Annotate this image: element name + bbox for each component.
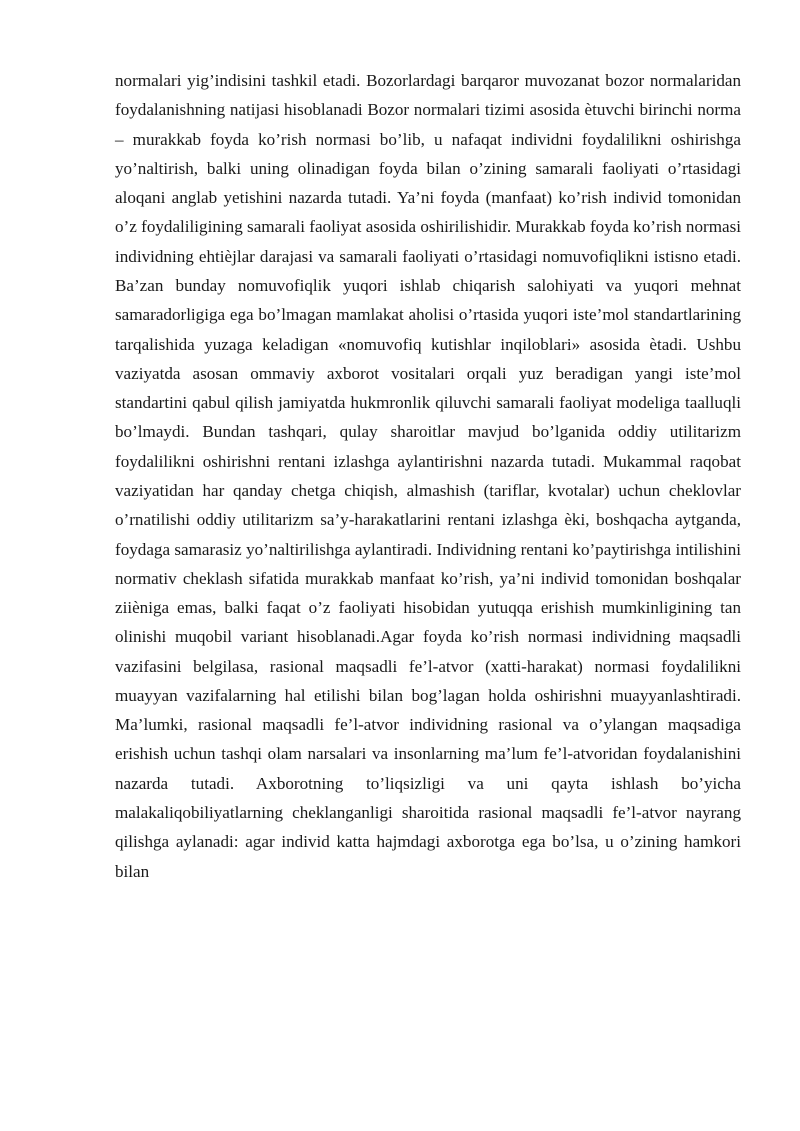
body-paragraph: normalari yig’indisini tashkil etadi. Bozorlardagi barqaror muvozanat bozor normalaridan foydalanishning natijasi hisoblanadi Bozor normalari tizimi asosida ètuvchi birinchi norma – murakkab foyda ko’rish normasi bo’lib, u nafaqat individni foydalilikni oshirishga yo’naltirish, balki uning olinadigan foyda bilan o’zining samarali faoliyati o’rtasidagi aloqani anglab yetishini nazarda tutadi. Ya’ni foyda (manfaat) ko’rish individ tomonidan o’z foydaliligining samarali faoliyat asosida oshirilishidir. Murakkab foyda ko’rish normasi individning ehtièjlar darajasi va samarali faoliyati o’rtasidagi nomuvofiqlikni istisno etadi. Ba’zan bunday nomuvofiqlik yuqori ishlab chiqarish salohiyati va yuqori mehnat samaradorligiga ega bo’lmagan mamlakat aholisi o’rtasida yuqori iste’mol standartlarining tarqalishida yuzaga keladigan «nomuvofiq kutishlar inqiloblari» asosida ètadi. Ushbu vaziyatda asosan ommaviy axborot vositalari orqali yuz beradigan yangi iste’mol standartini qabul qilish jamiyatda hukmronlik qiluvchi samarali faoliyat modeliga taalluqli bo’lmaydi. Bundan tashqari, qulay sharoitlar mavjud bo’lganida oddiy utilitarizm foydalilikni oshirishni rentani izlashga aylantirishni nazarda tutadi. Mukammal raqobat vaziyatidan har qanday chetga chiqish, almashish (tariflar, kvotalar) uchun cheklovlar o’rnatilishi oddiy utilitarizm sa’y-harakatlarini rentani izlashga èki, boshqacha aytganda, foydaga samarasiz yo’naltirilishga aylantiradi. Individning rentani ko’paytirishga intilishini normativ cheklash sifatida murakkab manfaat ko’rish, ya’ni individ tomonidan boshqalar ziièniga emas, balki faqat o’z faoliyati hisobidan yutuqqa erishish mumkinligining tan olinishi muqobil variant hisoblanadi.Agar foyda ko’rish normasi individning maqsadli vazifasini belgilasa, rasional maqsadli fe’l-atvor (xatti-harakat) normasi foydalilikni muayyan vazifalarning hal etilishi bilan bog’lagan holda oshirishni muayyanlashtiradi. Ma’lumki, rasional maqsadli fe’l-atvor individning rasional va o’ylangan maqsadiga erishish uchun tashqi olam narsalari va insonlarning ma’lum fe’l-atvoridan foydalanishini nazarda tutadi. Axborotning to’liqsizligi va uni qayta ishlash bo’yicha malakaliqobiliyatlarning cheklanganligi sharoitida rasional maqsadli fe’l-atvor nayrang qilishga aylanadi: agar individ katta hajmdagi axborotga ega bo’lsa, u o’zining hamkori bilan [115,71,741,881]
